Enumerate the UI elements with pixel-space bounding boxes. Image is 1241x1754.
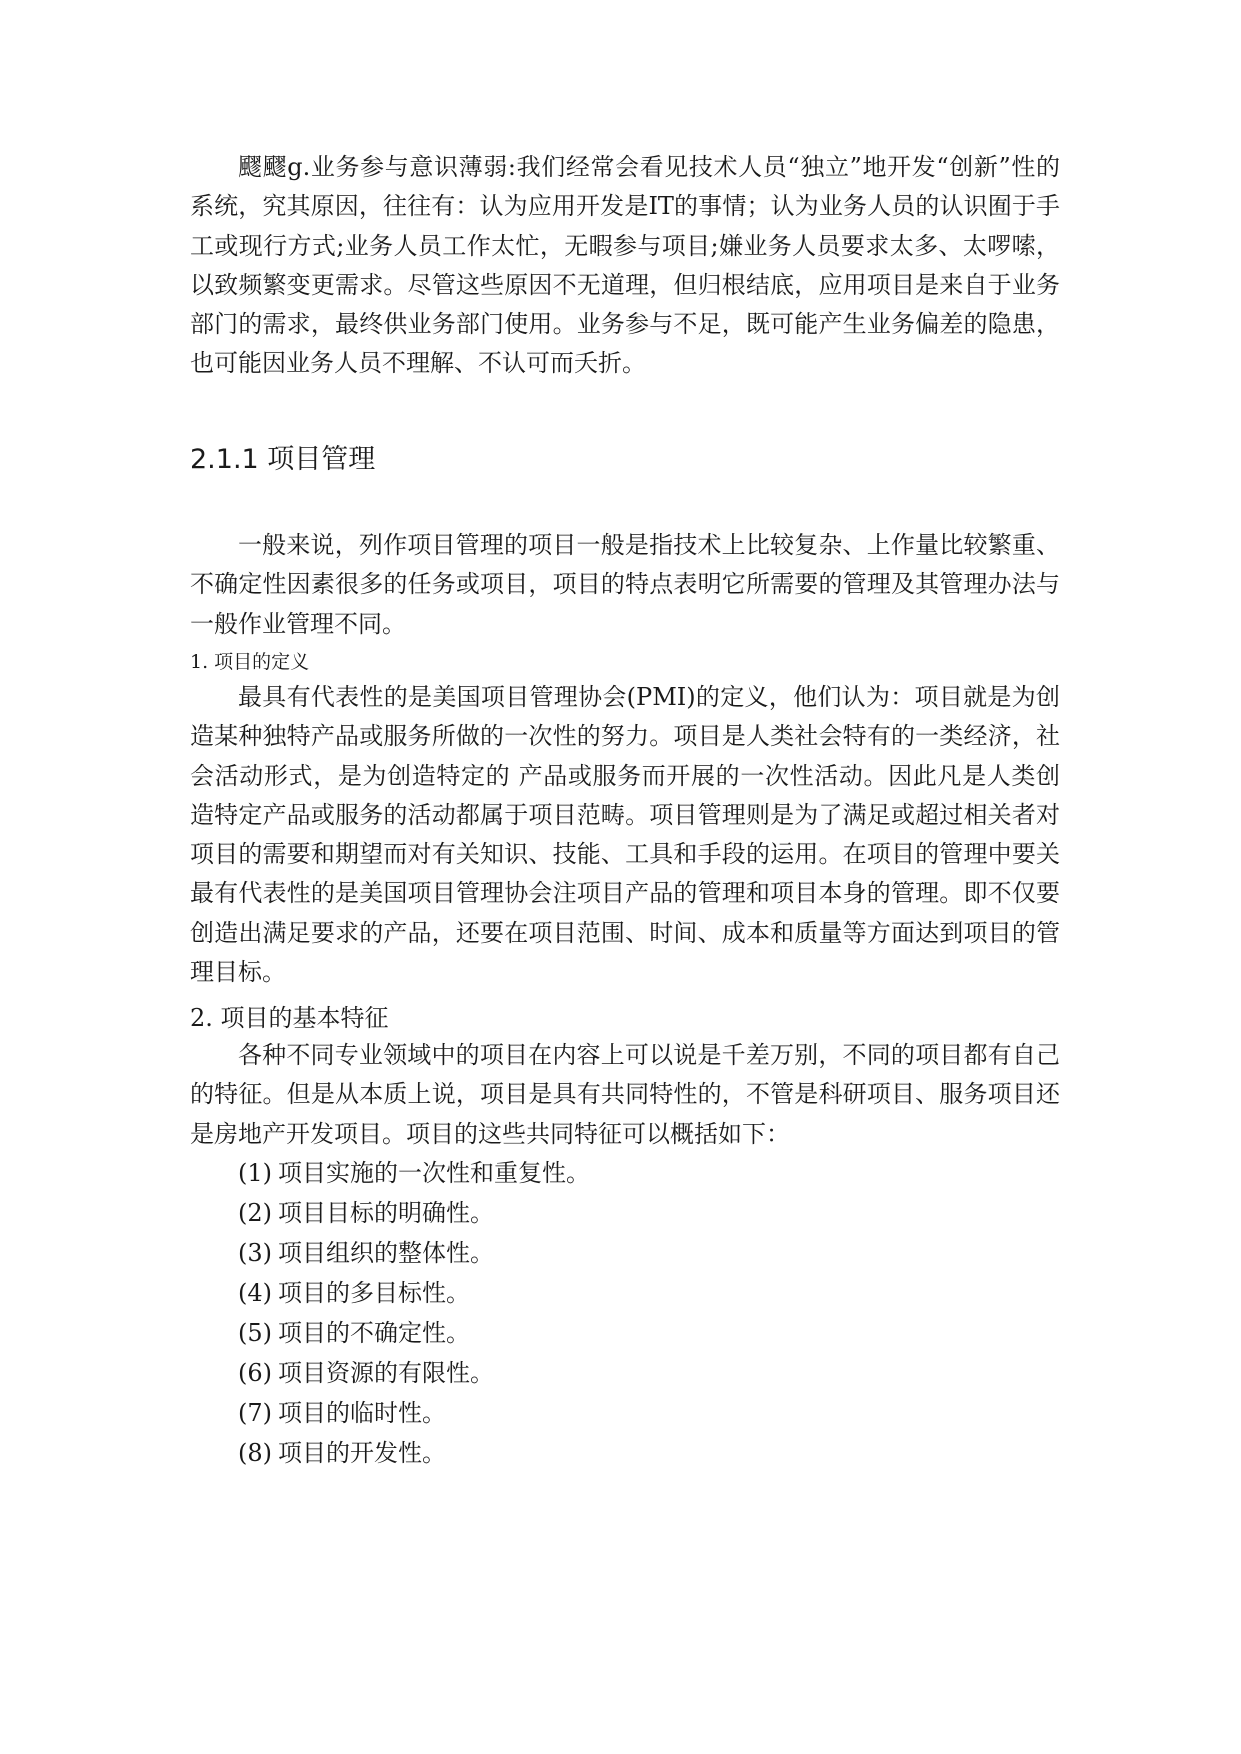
list-item-number: (3) bbox=[238, 1239, 272, 1267]
paragraph-project-definition: 最具有代表性的是美国项目管理协会(PMI)的定义，他们认为：项目就是为创造某种独特产品或服务所做的一次性的努力。项目是人类社会特有的一类经济，社会活动形式，是为创造特定的 产品或服务而开展的一次性活动。因此凡是人类创造特定产品或服务的活动都属于项目范畴。项目管理则是为了满足或超过相关者对项目的需要和期望而对有关知识、技能、工具和手段的运用。在项目的管理中要关最有代表性的是美国项目管理协会注项目产品的管理和项目本身的管理。即不仅要创造出满足要求的产品，还要在项目范围、时间、成本和质量等方面达到项目的管理目标。 bbox=[190, 683, 1060, 987]
list-item-text: 项目的开发性。 bbox=[278, 1439, 446, 1467]
list-item-number: (8) bbox=[238, 1439, 272, 1467]
list-item bbox=[238, 1394, 590, 1434]
list-item-number: (2) bbox=[238, 1199, 272, 1227]
list-item bbox=[238, 1274, 590, 1314]
list-item-number: (7) bbox=[238, 1399, 272, 1427]
list-item-text: 项目的多目标性。 bbox=[278, 1279, 470, 1307]
paragraph-project-management-intro: 一般来说，列作项目管理的项目一般是指技术上比较复杂、上作量比较繁重、不确定性因素很多的任务或项目，项目的特点表明它所需要的管理及其管理办法与一般作业管理不同。 bbox=[190, 531, 1060, 638]
list-item bbox=[238, 1354, 590, 1394]
subheading-project-features: 2. 项目的基本特征 bbox=[190, 1004, 389, 1032]
list-item bbox=[238, 1234, 590, 1274]
section-heading: 2.1.1 项目管理 bbox=[190, 444, 376, 475]
list-item-text: 项目资源的有限性。 bbox=[278, 1359, 494, 1387]
paragraph-business-participation: 飂飂g.业务参与意识薄弱:我们经常会看见技术人员“独立”地开发“创新”性的系统，究其原因，往往有：认为应用开发是IT的事情；认为业务人员的认识囿于手工或现行方式;业务人员工作太忙，无暇参与项目;嫌业务人员要求太多、太啰嗦，以致频繁变更需求。尽管这些原因不无道理，但归根结底，应用项目是来自于业务部门的需求，最终供业务部门使用。业务参与不足，既可能产生业务偏差的隐患，也可能因业务人员不理解、不认可而夭折。 bbox=[190, 153, 1060, 378]
list-item bbox=[238, 1434, 590, 1474]
list-item bbox=[238, 1154, 590, 1194]
subheading-project-definition: 1. 项目的定义 bbox=[190, 651, 310, 673]
list-item bbox=[238, 1194, 590, 1234]
list-item bbox=[238, 1314, 590, 1354]
list-item-text: 项目的不确定性。 bbox=[278, 1319, 470, 1347]
list-item-text: 项目组织的整体性。 bbox=[278, 1239, 494, 1267]
paragraph-project-features-intro: 各种不同专业领域中的项目在内容上可以说是千差万别，不同的项目都有自己的特征。但是从本质上说，项目是具有共同特性的，不管是科研项目、服务项目还是房地产开发项目。项目的这些共同特征可以概括如下： bbox=[190, 1041, 1060, 1148]
list-item-number: (6) bbox=[238, 1359, 272, 1387]
list-item-number: (1) bbox=[238, 1159, 272, 1187]
list-item-number: (4) bbox=[238, 1279, 272, 1307]
list-item-text: 项目目标的明确性。 bbox=[278, 1199, 494, 1227]
list-item-text: 项目的临时性。 bbox=[278, 1399, 446, 1427]
features-list bbox=[238, 1154, 590, 1474]
list-item-text: 项目实施的一次性和重复性。 bbox=[278, 1159, 590, 1187]
list-item-number: (5) bbox=[238, 1319, 272, 1347]
